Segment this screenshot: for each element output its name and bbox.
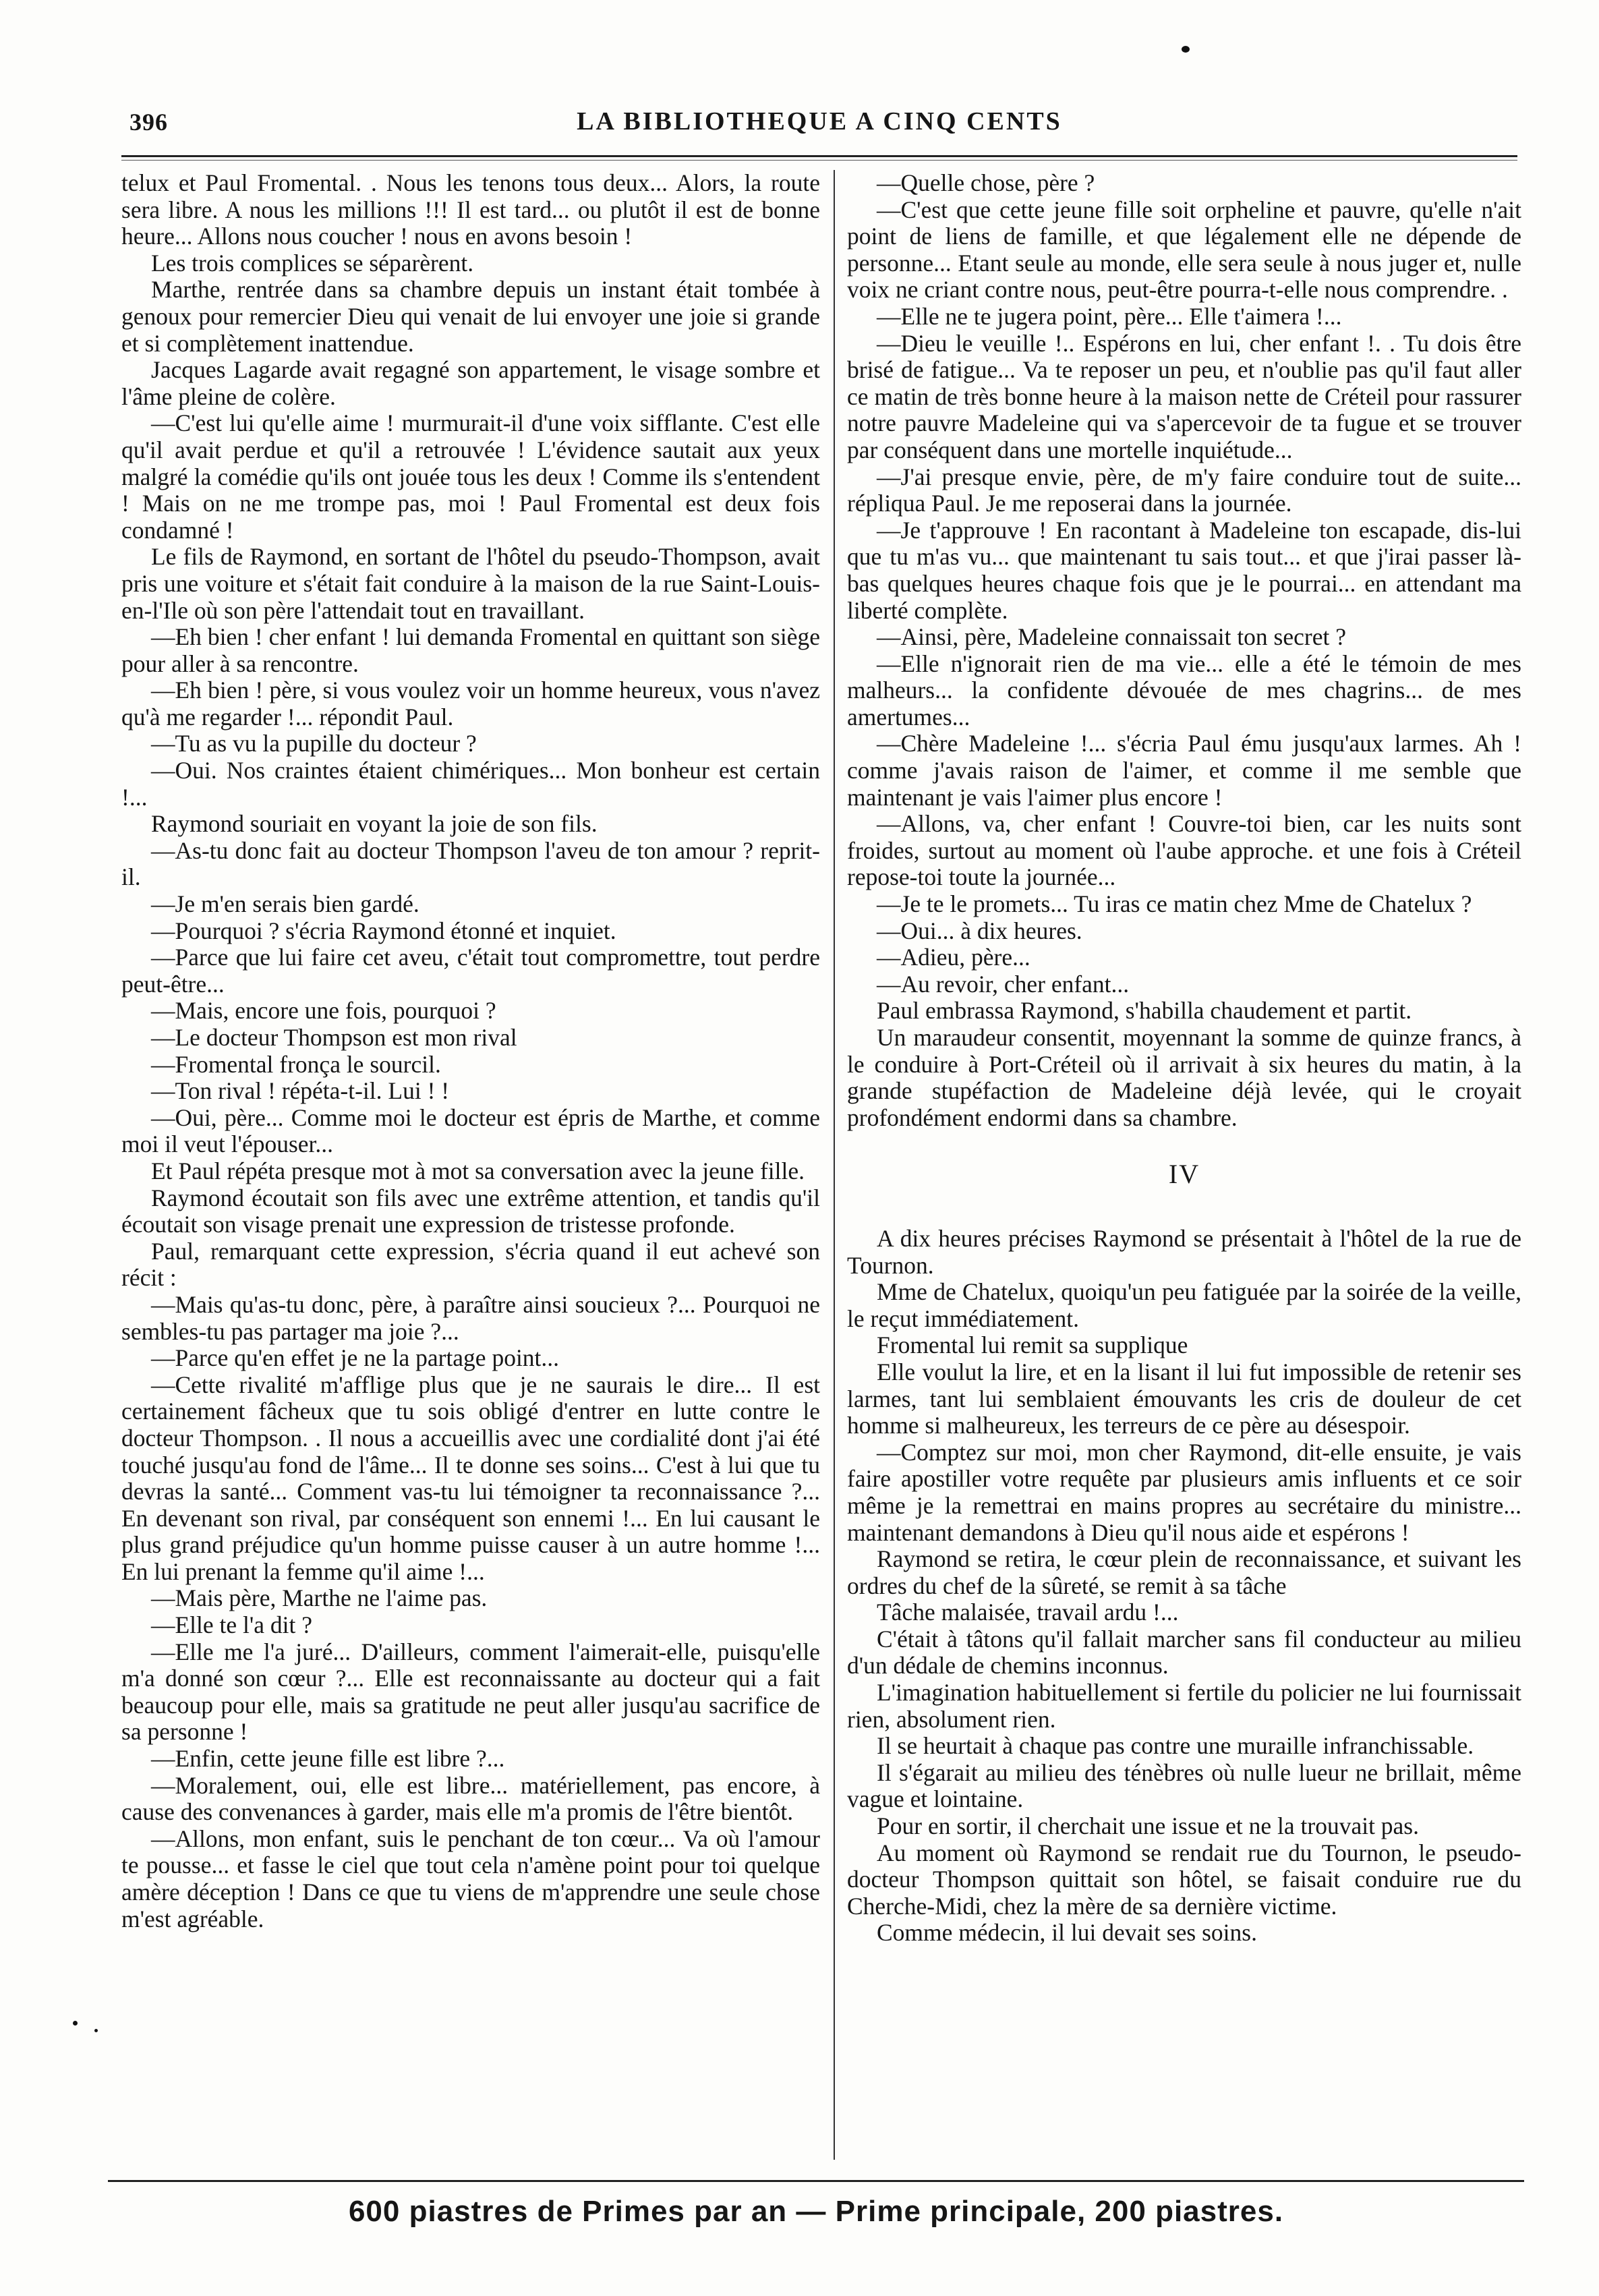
paragraph: —Oui. Nos craintes étaient chimériques... Mon bonheur est certain !... (121, 757, 820, 811)
paragraph: —Ton rival ! répéta-t-il. Lui ! ! (151, 1077, 450, 1105)
paragraph: —Quelle chose, père ? (877, 170, 1095, 196)
paragraph: Il se heurtait à chaque pas contre une muraille infranchissable. (877, 1732, 1474, 1760)
paragraph: A dix heures précises Raymond se présentait à l'hôtel de la rue de Tournon. (847, 1224, 1521, 1279)
paragraph: Mme de Chatelux, quoiqu'un peu fatiguée par la soirée de la veille, le reçut immédiatement. (847, 1278, 1521, 1332)
paragraph: —Chère Madeleine !... s'écria Paul ému jusqu'aux larmes. Ah ! comme j'avais raison de l'aimer, et comme il me semble que maintenant je vais l'aimer plus encore ! (847, 730, 1521, 811)
paragraph: —J'ai presque envie, père, de m'y faire conduire tout de suite... répliqua Paul. Je me reposerai dans la journée. (847, 463, 1521, 517)
footer-rule (108, 2180, 1524, 2182)
paragraph: Marthe, rentrée dans sa chambre depuis un instant était tombée à genoux pour remercier Dieu qui venait de lui envoyer une joie si grande et si complètement inattendue. (121, 276, 820, 357)
paragraph: —Allons, va, cher enfant ! Couvre-toi bien, car les nuits sont froides, surtout au moment où l'aube approche. et une fois à Créteil repose-toi toute la journée... (847, 810, 1521, 891)
paragraph: —C'est que cette jeune fille soit orpheline et pauvre, qu'elle n'ait point de liens de famille, et que légalement elle ne dépende de personne... Etant seule au monde, elle sera seule à nous juger et, nulle voix ne criant contre nous, peut-être pourra-t-elle nous comprendre. . (847, 196, 1521, 304)
paragraph: Pour en sortir, il cherchait une issue et ne la trouvait pas. (877, 1812, 1420, 1840)
paragraph: —Eh bien ! père, si vous voulez voir un homme heureux, vous n'avez qu'à me regarder !... répondit Paul. (121, 677, 820, 730)
paragraph: Raymond se retira, le cœur plein de reconnaissance, et suivant les ordres du chef de la sûreté, se remit à sa tâche (847, 1545, 1521, 1599)
paragraph: —As-tu donc fait au docteur Thompson l'aveu de ton amour ? reprit-il. (121, 836, 820, 891)
paragraph: —Oui... à dix heures. (877, 917, 1082, 944)
paragraph: —Cette rivalité m'afflige plus que je ne saurais le dire... Il est certainement fâcheux que tu sois obligé d'entrer en lutte contre le docteur Thompson. . Il nous a accueillis avec une cordialité dont j'ai été touché jusqu'au fond de l'âme... Il te donne ses soins... C'est à lui que tu devras la santé... Comment vas-tu lui témoigner ta reconnaissance ?... En devenant son rival, par conséquent son ennemi !... En lui causant le plus grand préjudice qu'un homme puisse causer à un autre homme !... En lui prenant la femme qu'il aime !... (121, 1371, 820, 1585)
paragraph: —Dieu le veuille !.. Espérons en lui, cher enfant !. . Tu dois être brisé de fatigue... Va te reposer un peu, et n'oublie pas qu'il faut aller ce matin de très bonne heure à la maison nette de Créteil pour rassurer notre pauvre Madeleine qui va s'apercevoir de ta fugue et se trouver par conséquent dans une mortelle inquiétude... (847, 329, 1521, 463)
print-speck (1182, 46, 1190, 53)
paragraph: —Je m'en serais bien gardé. (151, 890, 419, 918)
paragraph: —Mais qu'as-tu donc, père, à paraître ainsi soucieux ?... Pourquoi ne sembles-tu pas partager ma joie ?... (121, 1290, 820, 1345)
paragraph: —Eh bien ! cher enfant ! lui demanda Fromental en quittant son siège pour aller à sa rencontre. (121, 623, 820, 677)
paragraph: —Mais père, Marthe ne l'aime pas. (151, 1584, 488, 1612)
right-column (847, 170, 1521, 2179)
paragraph: —Elle te l'a dit ? (151, 1611, 313, 1639)
paragraph: Paul, remarquant cette expression, s'écria quand il eut achevé son récit : (121, 1237, 820, 1292)
paragraph: —Parce que lui faire cet aveu, c'était tout compromettre, tout perdre peut-être... (121, 944, 820, 998)
paragraph: —Elle ne te jugera point, père... Elle t'aimera !... (877, 302, 1342, 330)
header-rule-thin (121, 160, 1517, 161)
paragraph: —Allons, mon enfant, suis le penchant de ton cœur... Va où l'amour te pousse... et fasse le ciel que tout cela n'amène point pour toi quelque amère déception ! Dans ce que tu viens de m'apprendre une seule chose m'est agréable. (121, 1825, 820, 1932)
paragraph: —Je te le promets... Tu iras ce matin chez Mme de Chatelux ? (877, 890, 1472, 918)
paragraph: —C'est lui qu'elle aime ! murmurait-il d'une voix sifflante. C'est elle qu'il avait perdue et qu'il a retrouvée ! L'évidence sautait aux yeux malgré la comédie qu'ils ont jouée tous les deux ! Comme ils s'entendent ! Mais on ne me trompe pas, moi ! Paul Fromental est deux fois condamné ! (121, 409, 820, 544)
paragraph: telux et Paul Fromental. . Nous les tenons tous deux... Alors, la route sera libre. A nous les millions !!! Il est tard... ou plutôt il est de bonne heure... Allons nous coucher ! nous en avons besoin ! (121, 170, 820, 250)
print-speck (73, 2021, 78, 2026)
paragraph: Elle voulut la lire, et en la lisant il lui fut impossible de retenir ses larmes, tant lui semblaient émouvants les cris de douleur de cet homme si malheureux, les terreurs de ce père au désespoir. (847, 1358, 1521, 1439)
footer-advert: 600 piastres de Primes par an — Prime principale, 200 piastres. (348, 2195, 1284, 2228)
paragraph: Raymond souriait en voyant la joie de son fils. (151, 810, 598, 838)
paragraph: —Enfin, cette jeune fille est libre ?... (151, 1745, 505, 1773)
print-speck (94, 2029, 98, 2032)
paragraph: Raymond écoutait son fils avec une extrême attention, et tandis qu'il écoutait son visage prenait une expression de tristesse profonde. (121, 1184, 820, 1238)
paragraph: —Elle n'ignorait rien de ma vie... elle a été le témoin de mes malheurs... la confidente dévouée de mes chagrins... de mes amertumes... (847, 650, 1521, 730)
paragraph: —Le docteur Thompson est mon rival (151, 1024, 517, 1051)
paragraph: —Elle me l'a juré... D'ailleurs, comment l'aimerait-elle, puisqu'elle m'a donné son cœur ?... Elle est reconnaissante au docteur qui a fait beaucoup pour elle, mais sa gratitude ne peut aller jusqu'au sacrifice de sa personne ! (121, 1638, 820, 1746)
paragraph: —Parce qu'en effet je ne la partage point... (151, 1344, 560, 1372)
paragraph: C'était à tâtons qu'il fallait marcher sans fil conducteur au milieu d'un dédale de chemins inconnus. (847, 1625, 1521, 1680)
paragraph: Les trois complices se séparèrent. (151, 249, 474, 277)
paragraph: Il s'égarait au milieu des ténèbres où nulle lueur ne brillait, même vague et lointaine. (847, 1758, 1521, 1813)
paragraph: Le fils de Raymond, en sortant de l'hôtel du pseudo-Thompson, avait pris une voiture et s'était fait conduire à la maison de la rue Saint-Louis-en-l'Ile où son père l'attendait tout en travaillant. (121, 543, 820, 624)
paragraph: —Au revoir, cher enfant... (877, 970, 1130, 998)
paragraph: —Tu as vu la pupille du docteur ? (151, 730, 477, 757)
paragraph: —Oui, père... Comme moi le docteur est épris de Marthe, et comme moi il veut l'épouser... (121, 1103, 820, 1158)
paragraph: Fromental lui remit sa supplique (877, 1331, 1188, 1359)
paragraph: —Ainsi, père, Madeleine connaissait ton secret ? (877, 623, 1346, 651)
column-divider (834, 170, 835, 2160)
paragraph: L'imagination habituellement si fertile du policier ne lui fournissait rien, absolument rien. (847, 1679, 1521, 1733)
paragraph: Jacques Lagarde avait regagné son appartement, le visage sombre et l'âme pleine de colère. (121, 356, 820, 410)
paragraph: Et Paul répéta presque mot à mot sa conversation avec la jeune fille. (151, 1157, 805, 1184)
page-header (121, 107, 1517, 144)
header-rule (121, 155, 1517, 157)
paragraph: —Mais, encore une fois, pourquoi ? (151, 997, 496, 1025)
paragraph: —Je t'approuve ! En racontant à Madeleine ton escapade, dis-lui que tu m'as vu... que maintenant tu sais tout... et que j'irai passer là-bas quelques heures chaque fois que je le pourrai... en attendant ma liberté complète. (847, 516, 1521, 624)
paragraph: —Moralement, oui, elle est libre... matériellement, pas encore, à cause des convenances à garder, mais elle m'a promis de l'être bientôt. (121, 1771, 820, 1826)
paragraph: Un maraudeur consentit, moyennant la somme de quinze francs, à le conduire à Port-Créteil où il arrivait à six heures du matin, à la grande stupéfaction de Madeleine déjà levée, qui le croyait profondément endormi dans sa chambre. (847, 1024, 1521, 1131)
paragraph: —Comptez sur moi, mon cher Raymond, dit-elle ensuite, je vais faire apostiller votre requête par plusieurs amis influents et ce soir même je la remettrai en mains propres au secrétaire du ministre... maintenant demandons à Dieu qu'il nous aide et espérons ! (847, 1438, 1521, 1546)
paragraph: Au moment où Raymond se rendait rue du Tournon, le pseudo-docteur Thompson quittait son hôtel, se faisait conduire rue du Cherche-Midi, chez la mère de sa dernière victime. (847, 1839, 1521, 1920)
paragraph: Tâche malaisée, travail ardu !... (877, 1599, 1179, 1626)
paragraph: Comme médecin, il lui devait ses soins. (877, 1919, 1257, 1947)
left-column (121, 170, 820, 2179)
paragraph: Paul embrassa Raymond, s'habilla chaudement et partit. (877, 997, 1412, 1025)
section-title: IV (1168, 1159, 1200, 1190)
paragraph: —Adieu, père... (877, 944, 1030, 971)
paragraph: —Fromental fronça le sourcil. (151, 1050, 441, 1078)
paragraph: —Pourquoi ? s'écria Raymond étonné et inquiet. (151, 917, 616, 944)
running-title: LA BIBLIOTHEQUE A CINQ CENTS (577, 107, 1062, 136)
page-number: 396 (129, 109, 168, 136)
